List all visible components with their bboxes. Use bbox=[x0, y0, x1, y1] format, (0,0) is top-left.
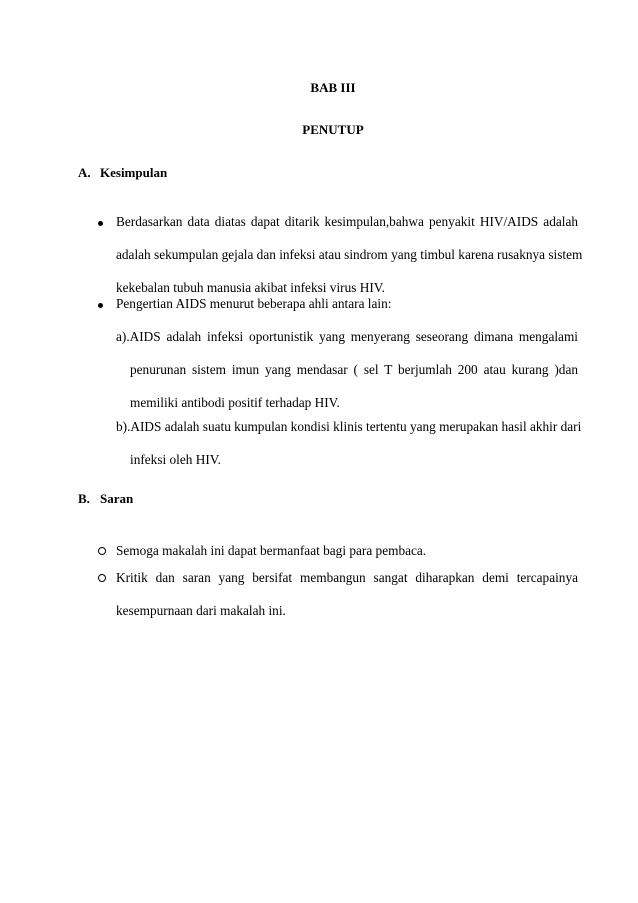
section-heading-kesimpulan bbox=[78, 165, 167, 181]
paragraph-line: memiliki antibodi positif terhadap HIV. bbox=[130, 395, 340, 410]
bullet-dot-icon bbox=[98, 287, 114, 320]
section-heading-saran bbox=[78, 491, 133, 507]
paragraph-line: a).AIDS adalah infeksi oportunistik yang menyerang seseorang dimana mengalami bbox=[116, 329, 578, 344]
paragraph-line: penurunan sistem imun yang mendasar ( sel T berjumlah 200 atau kurang )dan bbox=[130, 362, 578, 377]
paragraph-line: kekebalan tubuh manusia akibat infeksi virus HIV. bbox=[116, 280, 385, 295]
bullet-dot-icon bbox=[98, 205, 114, 238]
circle-bullet-icon bbox=[98, 561, 114, 594]
chapter-number: BAB III bbox=[310, 80, 356, 95]
section-title: Saran bbox=[100, 491, 134, 506]
section-letter: A. bbox=[78, 165, 91, 180]
sub-item-a bbox=[116, 320, 578, 419]
chapter-title: PENUTUP bbox=[302, 122, 364, 137]
bullet-item bbox=[98, 287, 578, 320]
sub-item-b bbox=[116, 410, 582, 476]
section-title: Kesimpulan bbox=[100, 165, 168, 180]
paragraph-line: Pengertian AIDS menurut beberapa ahli antara lain: bbox=[116, 296, 392, 311]
paragraph-line: Semoga makalah ini dapat bermanfaat bagi para pembaca. bbox=[116, 543, 427, 558]
paragraph-line: b).AIDS adalah suatu kumpulan kondisi klinis tertentu yang merupakan hasil akhir dari bbox=[116, 419, 582, 434]
paragraph-line: Kritik dan saran yang bersifat membangun sangat diharapkan demi tercapainya bbox=[116, 570, 578, 585]
list-item bbox=[98, 561, 578, 627]
paragraph-line: adalah sekumpulan gejala dan infeksi atau sindrom yang timbul karena rusaknya sistem bbox=[116, 247, 583, 262]
paragraph-line: infeksi oleh HIV. bbox=[130, 452, 221, 467]
paragraph-line: Berdasarkan data diatas dapat ditarik kesimpulan,bahwa penyakit HIV/AIDS adalah bbox=[116, 214, 578, 229]
paragraph-line: kesempurnaan dari makalah ini. bbox=[116, 603, 286, 618]
section-letter: B. bbox=[78, 491, 90, 506]
